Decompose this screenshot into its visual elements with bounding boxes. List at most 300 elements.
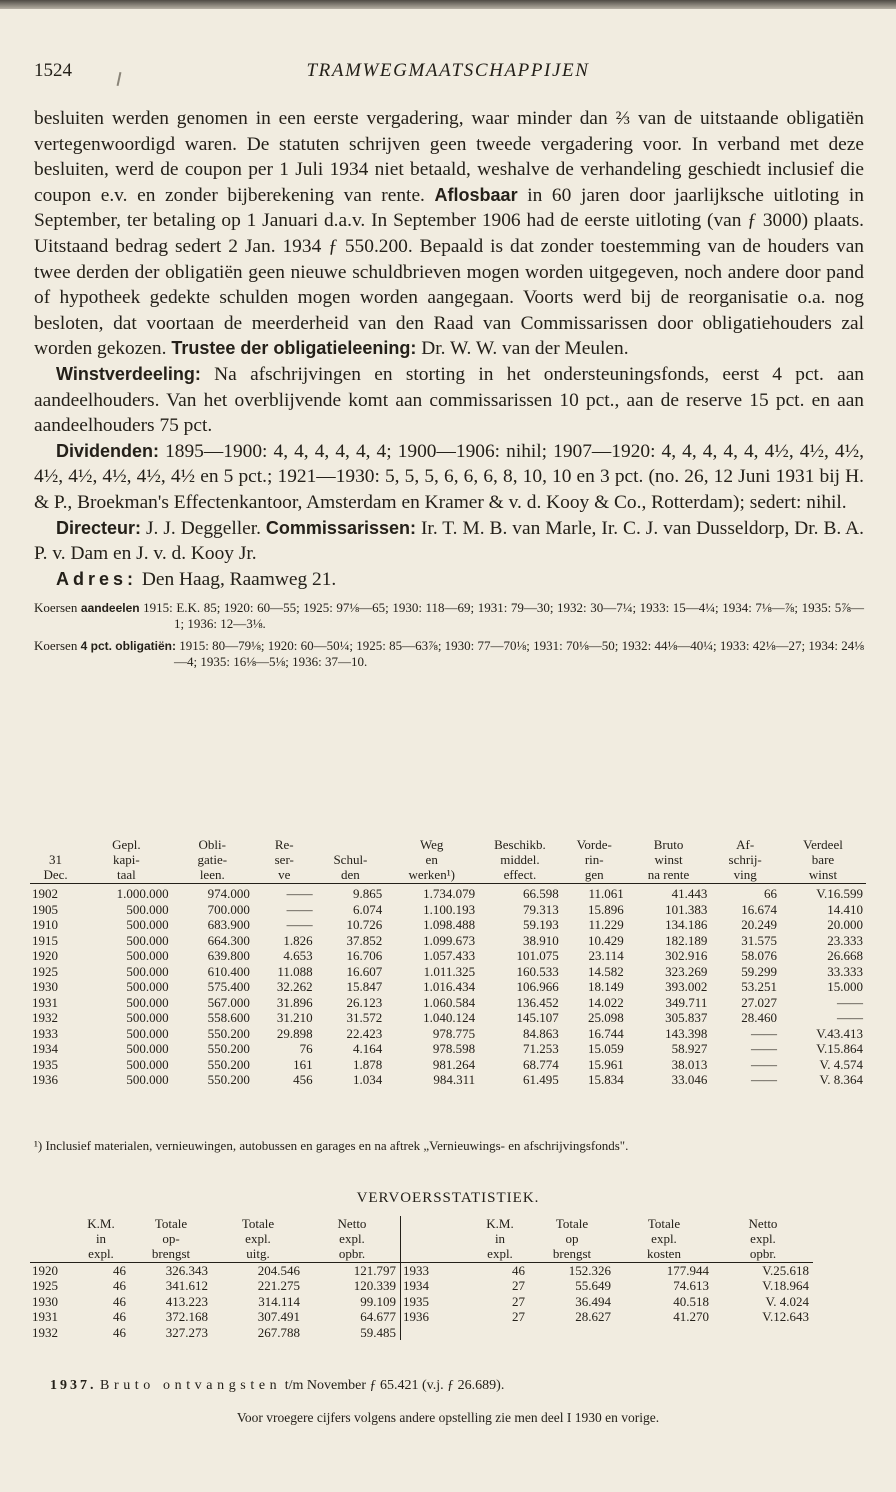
table-cell: 6.074 <box>353 901 383 917</box>
table-row <box>30 933 866 949</box>
table-cell: 1.060.584 <box>423 994 476 1010</box>
table-cell: 1915 <box>32 932 58 948</box>
table-cell <box>401 1325 472 1340</box>
table-cell: 550.200 <box>207 1041 250 1057</box>
table-cell: 46 <box>113 1309 126 1325</box>
header-row <box>30 868 866 884</box>
column-header: Totale <box>241 1216 275 1231</box>
table-row <box>30 1263 813 1279</box>
header-row <box>30 853 866 868</box>
column-header: kosten <box>615 1246 713 1263</box>
table-cell: 1.734.079 <box>423 886 476 902</box>
final-note: Voor vroegere cijfers volgens andere opstelling zie men deel I 1930 en vorige. <box>236 1410 660 1425</box>
header-row <box>30 1216 813 1231</box>
column-header: leen. <box>172 868 253 884</box>
table-cell: 500.000 <box>126 917 169 933</box>
column-header: K.M. <box>87 1216 115 1231</box>
table-cell: 393.002 <box>665 979 708 995</box>
table-cell: 31.572 <box>346 1010 383 1026</box>
column-header: na rente <box>627 868 711 884</box>
table-cell: 11.229 <box>588 917 624 933</box>
table-cell: 161 <box>293 1056 313 1072</box>
table-cell: 1905 <box>32 901 58 917</box>
table-cell: 9.865 <box>353 886 383 902</box>
paragraph-adres: Adres: Den Haag, Raamweg 21. <box>56 568 337 590</box>
table-cell: 500.000 <box>126 932 169 948</box>
table-cell: —— <box>837 994 863 1010</box>
table-cell: 101.075 <box>516 948 559 964</box>
table-row <box>30 1057 866 1073</box>
table-cell: 177.944 <box>666 1263 709 1278</box>
table-cell: 41.443 <box>671 886 708 902</box>
table-row <box>30 948 866 964</box>
table-cell: 68.774 <box>522 1056 559 1072</box>
table-cell: V.12.643 <box>762 1309 809 1325</box>
table-cell: 31.896 <box>276 994 313 1010</box>
table-cell: 61.495 <box>522 1072 559 1088</box>
column-header: in <box>494 1231 506 1246</box>
table-cell: 15.847 <box>346 979 383 995</box>
table-cell: 15.896 <box>587 901 624 917</box>
table-cell: 53.251 <box>741 979 777 995</box>
table-cell: 31.575 <box>741 932 777 948</box>
table-cell: 46 <box>113 1263 126 1278</box>
header-row <box>30 1246 813 1263</box>
table-cell: 639.800 <box>207 948 250 964</box>
table-cell: 314.114 <box>258 1293 300 1309</box>
table-cell: 27.027 <box>741 994 777 1010</box>
column-header: kapi- <box>113 851 140 867</box>
table-cell: 1902 <box>32 886 58 902</box>
key-winstverdeeling: Winstverdeeling: <box>56 363 201 384</box>
key-directeur: Directeur: <box>56 517 142 538</box>
table-cell: 27 <box>512 1309 525 1325</box>
table-cell: 28.627 <box>575 1309 611 1325</box>
table-cell <box>615 1325 713 1340</box>
koersen-block <box>34 600 864 670</box>
column-header: brengst <box>529 1246 615 1263</box>
column-header: opbr. <box>713 1246 813 1263</box>
table-cell: 38.910 <box>522 932 559 948</box>
column-header: ving <box>710 868 780 884</box>
table-cell: 136.452 <box>516 994 559 1010</box>
table-cell: 37.852 <box>346 932 383 948</box>
column-header: Totale <box>647 1216 681 1231</box>
column-header: expl. <box>245 1231 271 1246</box>
table-cell: 1931 <box>32 994 58 1010</box>
table-cell: 29.898 <box>276 1025 313 1041</box>
table-cell: 143.398 <box>665 1025 708 1041</box>
table-cell: 46 <box>113 1293 126 1309</box>
table-cell: 84.863 <box>522 1025 559 1041</box>
table-row <box>30 995 866 1011</box>
table-cell: 372.168 <box>165 1309 208 1325</box>
table-cell: 11.088 <box>277 963 313 979</box>
column-header: ve <box>253 868 316 884</box>
table-cell: 46 <box>113 1278 126 1294</box>
table-cell: 413.223 <box>165 1293 208 1309</box>
header-row <box>30 838 866 853</box>
table-cell: 1.878 <box>353 1056 383 1072</box>
table-cell: V.25.618 <box>762 1263 809 1278</box>
table-cell: 58.927 <box>671 1041 708 1057</box>
table-cell: 59.193 <box>522 917 559 933</box>
table-cell: 22.423 <box>346 1025 383 1041</box>
table-cell: V. 8.364 <box>819 1072 863 1088</box>
table-cell: —— <box>750 1056 777 1072</box>
table-cell: 683.900 <box>207 917 250 933</box>
table-cell: 456 <box>293 1072 313 1088</box>
table-cell: —— <box>837 1010 863 1026</box>
table-cell: 36.494 <box>575 1293 611 1309</box>
table-cell: 46 <box>512 1263 525 1278</box>
column-header: K.M. <box>486 1216 514 1231</box>
table-cell: 326.343 <box>165 1263 208 1278</box>
page-header <box>34 60 862 88</box>
table-row <box>30 1010 866 1026</box>
table-cell: 20.000 <box>827 917 863 933</box>
table-cell: 500.000 <box>126 1025 169 1041</box>
table-cell: 1933 <box>32 1025 58 1041</box>
column-header: Obli- <box>198 837 226 852</box>
table-cell: 500.000 <box>126 963 169 979</box>
table-cell: 40.518 <box>673 1293 709 1309</box>
column-header: Netto <box>748 1216 778 1231</box>
table-cell: —— <box>286 917 313 933</box>
table-cell <box>713 1325 813 1340</box>
table-cell: 610.400 <box>207 963 250 979</box>
table-cell: 1934 <box>401 1278 472 1293</box>
table-cell: 101.383 <box>665 901 708 917</box>
note-1937: 1937. Bruto ontvangsten t/m November ƒ 65.421 (v.j. ƒ 26.689). <box>50 1378 505 1393</box>
column-header: ser- <box>274 851 294 867</box>
table-cell: 182.189 <box>665 932 708 948</box>
table-cell: 33.046 <box>671 1072 708 1088</box>
table-cell: 106.966 <box>516 979 559 995</box>
table-cell: 700.000 <box>207 901 250 917</box>
key-adres: Adres: <box>56 568 138 589</box>
table-row <box>30 1072 866 1088</box>
column-header: Weg <box>419 837 444 852</box>
column-header: Af- <box>736 837 755 852</box>
table-cell: 26.123 <box>346 994 383 1010</box>
table-cell: 120.339 <box>353 1278 396 1294</box>
column-header: expl. <box>471 1246 529 1263</box>
table-cell: —— <box>286 901 313 917</box>
table-cell: V.15.864 <box>816 1041 863 1057</box>
table-cell: 1930 <box>32 1293 58 1309</box>
table-cell: 11.061 <box>588 886 624 902</box>
table-cell: 4.164 <box>353 1041 383 1057</box>
table-cell: 66.598 <box>522 886 559 902</box>
footnote: ¹) Inclusief materialen, vernieuwingen, autobussen en garages en na aftrek „Vernieuwings- en afschrijvingsfonds". <box>34 1138 629 1153</box>
table-cell: 305.837 <box>665 1010 708 1026</box>
table-cell: 500.000 <box>126 1056 169 1072</box>
column-header: taal <box>81 868 172 884</box>
table-cell: 1.000.000 <box>116 886 169 902</box>
table-cell: 99.109 <box>360 1293 396 1309</box>
table-cell: 1936 <box>401 1309 472 1324</box>
table-cell: 16.607 <box>346 963 383 979</box>
table-cell: 32.262 <box>276 979 313 995</box>
table-cell: 1.098.488 <box>423 917 476 933</box>
column-header <box>30 1246 72 1263</box>
table-cell: 323.269 <box>665 963 708 979</box>
table-cell: 152.326 <box>568 1263 611 1278</box>
table-cell: 1.057.433 <box>423 948 476 964</box>
table-cell: 575.400 <box>207 979 250 995</box>
column-header: Totale <box>555 1216 589 1231</box>
table-cell: —— <box>286 886 313 902</box>
table-cell: 15.059 <box>587 1041 624 1057</box>
table-cell: 550.200 <box>207 1056 250 1072</box>
table-cell: 307.491 <box>257 1309 300 1325</box>
table-row <box>30 1294 813 1309</box>
table-cell: 59.299 <box>741 963 777 979</box>
table-cell: 981.264 <box>432 1056 476 1072</box>
table-cell: 984.311 <box>433 1072 476 1088</box>
table-cell: 1931 <box>32 1309 58 1325</box>
table-cell: 1925 <box>32 1278 58 1294</box>
table-cell: 1932 <box>32 1010 58 1026</box>
table-cell: 567.000 <box>207 994 250 1010</box>
table-cell: 15.000 <box>827 979 863 995</box>
table-cell: 33.333 <box>827 963 863 979</box>
column-header: uitg. <box>212 1246 304 1263</box>
column-header: Netto <box>337 1216 367 1231</box>
column-header: Bruto <box>653 837 684 852</box>
table-cell: 1925 <box>32 963 58 979</box>
column-header: gen <box>562 868 627 884</box>
column-header: brengst <box>130 1246 212 1263</box>
table-cell: 66 <box>763 886 777 902</box>
column-header: opbr. <box>304 1246 401 1263</box>
table-cell: 1.016.434 <box>423 979 476 995</box>
column-header: Beschikb. <box>494 837 546 852</box>
table-cell: 14.582 <box>587 963 624 979</box>
vervoer-title: VERVOERSSTATISTIEK. <box>356 1190 540 1206</box>
column-header: expl. <box>651 1231 677 1246</box>
paragraph-bestuur: Directeur: J. J. Deggeller. Commissarissen: Ir. T. M. B. van Marle, Ir. C. J. van Dusseldorp, Dr. B. A. P. v. Dam en J. v. d. Kooy Jr. <box>34 517 864 565</box>
table-row <box>30 884 866 902</box>
table-cell: 302.916 <box>665 948 708 964</box>
table-cell: V. 4.024 <box>765 1293 809 1309</box>
column-header: Gepl. <box>112 837 141 852</box>
table-cell: 978.598 <box>432 1041 476 1057</box>
table-cell: V.18.964 <box>762 1278 809 1294</box>
table-cell: V. 4.574 <box>819 1056 863 1072</box>
column-header <box>401 1216 472 1231</box>
table-cell: 25.098 <box>587 1010 624 1026</box>
table-cell <box>529 1325 615 1340</box>
table-row <box>30 1325 813 1340</box>
column-header <box>316 838 386 853</box>
table-cell: 38.013 <box>671 1056 708 1072</box>
table-cell: —— <box>750 1072 777 1088</box>
table-cell: 341.612 <box>165 1278 208 1294</box>
column-header: gatie- <box>197 851 228 867</box>
table-cell: 134.186 <box>665 917 708 933</box>
table-cell: —— <box>750 1025 777 1041</box>
table-cell: 4.653 <box>283 948 313 964</box>
table-cell: 1933 <box>401 1263 472 1279</box>
table-cell: 160.533 <box>516 963 559 979</box>
column-header: Vorde- <box>576 837 612 852</box>
table-cell: 1920 <box>32 1263 58 1278</box>
table-cell: 15.961 <box>587 1056 624 1072</box>
column-header: Schul- <box>333 851 368 867</box>
table-cell: 26.668 <box>827 948 863 964</box>
table-cell: 46 <box>113 1324 126 1340</box>
column-header <box>401 1246 472 1263</box>
table-cell: 20.249 <box>741 917 777 933</box>
column-header: Re- <box>274 837 294 852</box>
column-header: expl. <box>750 1231 776 1246</box>
table-cell: 327.273 <box>165 1324 208 1340</box>
column-header: Totale <box>154 1216 188 1231</box>
column-header: den <box>316 868 386 884</box>
table-cell: —— <box>750 1041 777 1057</box>
financial-table <box>30 838 866 1088</box>
column-header: expl. <box>72 1246 130 1263</box>
table-cell: 121.797 <box>353 1263 396 1278</box>
table-row <box>30 1041 866 1057</box>
table-cell: 15.834 <box>587 1072 624 1088</box>
key-commissarissen: Commissarissen: <box>265 517 416 538</box>
column-header <box>401 1231 472 1246</box>
table-cell: 16.706 <box>346 948 383 964</box>
column-header: winst <box>654 851 683 867</box>
table-cell: 500.000 <box>126 901 169 917</box>
table-cell: 18.149 <box>587 979 624 995</box>
column-header: op- <box>162 1231 180 1246</box>
table-cell: 500.000 <box>126 1041 169 1057</box>
table-cell: 1.034 <box>353 1072 383 1088</box>
column-header: bare <box>811 851 835 867</box>
table-cell: 79.313 <box>522 901 559 917</box>
table-cell: 145.107 <box>516 1010 559 1026</box>
table-cell: 14.022 <box>587 994 624 1010</box>
table-cell: 64.677 <box>360 1309 396 1325</box>
koersen-obligaties: Koersen 4 pct. obligatiën: 1915: 80—79⅛; 1920: 60—50¼; 1925: 85—63⅞; 1930: 77—70⅛; 1931: 70⅛—50; 1932: 44⅛—40¼; 1933: 42⅛—27; 1934: 24⅛—4; 1935: 16⅛—5⅛; 1936: 37—10. <box>34 638 865 670</box>
header-row <box>30 1231 813 1246</box>
column-header: winst <box>780 868 866 884</box>
column-header <box>30 1231 72 1246</box>
table-cell: 74.613 <box>673 1278 709 1294</box>
table-cell: 204.546 <box>257 1263 300 1278</box>
table-cell: 978.775 <box>432 1025 476 1041</box>
column-header: rin- <box>584 851 604 867</box>
vervoer-table <box>30 1216 813 1340</box>
table-cell: 1910 <box>32 917 58 933</box>
column-header: 31 <box>49 851 63 867</box>
key-aflosbaar: Aflosbaar <box>434 184 518 205</box>
paragraph-obligaties: besluiten werden genomen in een eerste vergadering, waar minder dan ⅔ van de uitstaande obligatiën vertegenwoordigd waren. De statuten schrijven geen tweede vergadering voor. In verband met deze besluiten, werd de coupon per 1 Juli 1934 niet betaald, weshalve de verhandeling geschiedt inclusief die coupon e.v. en zonder bijberekening van rente. Aflosbaar in 60 jaren door jaarlijksche uitloting in September, ter betaling op 1 Januari d.a.v. In September 1906 had de eerste uitloting (van ƒ 3000) plaats. Uitstaand bedrag sedert 2 Jan. 1934 ƒ 550.200. Bepaald is dat zonder toestemming van de houders van twee derden der obligatiën geen nieuwe schuldbrieven mogen worden uitgegeven, noch andere door pand of hypotheek gedekte schulden mogen worden aangegaan. Voorts werd bij de reorganisatie o.a. nog besloten, dat voortaan de meerderheid van den Raad van Commissarissen door obligatiehouders zal worden gekozen. Trustee der obligatieleening: Dr. W. W. van der Meulen. <box>34 108 864 360</box>
column-header: op <box>565 1231 579 1246</box>
scan-top-edge <box>0 0 896 9</box>
table-cell: 550.200 <box>207 1025 250 1041</box>
table-cell: 664.300 <box>207 932 250 948</box>
table-row <box>30 979 866 995</box>
table-cell: 10.726 <box>346 917 383 933</box>
column-header: Verdeel <box>803 837 843 852</box>
table-cell: 23.114 <box>588 948 624 964</box>
key-trustee: Trustee der obligatieleening: <box>171 338 417 359</box>
table-cell: 1.040.124 <box>423 1010 476 1026</box>
table-cell: 59.485 <box>360 1324 396 1340</box>
table-row <box>30 1309 813 1324</box>
table-cell: 1932 <box>32 1324 58 1340</box>
column-header: schrij- <box>728 851 762 867</box>
table-cell: 58.076 <box>741 948 777 964</box>
table-cell: 1934 <box>32 1041 58 1057</box>
column-header: Dec. <box>30 868 81 884</box>
column-header <box>30 1216 72 1231</box>
koersen-aandeelen: Koersen aandeelen 1915: E.K. 85; 1920: 60—55; 1925: 97⅛—65; 1930: 118—69; 1931: 79—30; 1932: 30—7¼; 1933: 15—4¼; 1934: 7⅛—⅞; 1935: 5⅞—1; 1936: 12—3⅛. <box>34 600 865 632</box>
table-cell: 1930 <box>32 979 58 995</box>
column-header: effect. <box>478 868 562 884</box>
table-cell: 349.711 <box>665 994 708 1010</box>
table-row <box>30 902 866 918</box>
table-cell: 14.410 <box>827 901 863 917</box>
table-cell: 558.600 <box>207 1010 250 1026</box>
column-header: in <box>95 1231 107 1246</box>
table-cell: 23.333 <box>827 932 863 948</box>
paragraph-dividenden: Dividenden: 1895—1900: 4, 4, 4, 4, 4, 4; 1900—1906: nihil; 1907—1920: 4, 4, 4, 4, 4, 4½, 4½, 4½, 4½, 4½, 4½, 4½, 4½ en 5 pct.; 1921—1930: 5, 5, 5, 6, 6, 6, 8, 10, 10 en 3 pct. (no. 26, 12 Juni 1931 bij H. & P., Broekman's Effectenkantoor, Amsterdam en Kramer & v. d. Kooy & Co., Rotterdam); sedert: nihil. <box>34 440 864 513</box>
column-header: middel. <box>500 851 540 867</box>
table-cell: 500.000 <box>126 994 169 1010</box>
table-cell: V.16.599 <box>816 886 863 902</box>
table-cell: 1936 <box>32 1072 58 1088</box>
table-cell: 1935 <box>401 1294 472 1309</box>
table-cell: 550.200 <box>207 1072 250 1088</box>
table-cell: 500.000 <box>126 948 169 964</box>
table-cell <box>471 1325 529 1340</box>
article-body <box>34 106 864 676</box>
table-row <box>30 917 866 933</box>
table-cell: 1920 <box>32 948 58 964</box>
table-cell: 16.744 <box>587 1025 624 1041</box>
column-header: en <box>425 851 438 867</box>
table-cell: 974.000 <box>207 886 250 902</box>
table-cell: 500.000 <box>126 979 169 995</box>
table-cell: 27 <box>512 1278 525 1294</box>
table-row <box>30 964 866 980</box>
table-cell: 27 <box>512 1293 525 1309</box>
page-number: 1524 <box>34 60 72 81</box>
table-cell: 1.099.673 <box>423 932 476 948</box>
table-cell: 1935 <box>32 1056 58 1072</box>
table-cell: 28.460 <box>741 1010 777 1026</box>
table-cell: 55.649 <box>575 1278 611 1294</box>
column-header <box>30 838 81 853</box>
table-cell: 1.011.325 <box>423 963 476 979</box>
table-cell: 76 <box>299 1041 313 1057</box>
table-cell: 16.674 <box>741 901 777 917</box>
paragraph-winstverdeeling: Winstverdeeling: Na afschrijvingen en storting in het ondersteuningsfonds, eerst 4 pct. aan aandeelhouders. Van het overblijvende komt aan commissarissen 10 pct., aan de reserve 15 pct. en aan aandeelhouders 75 pct. <box>34 363 864 437</box>
column-header: werken¹) <box>385 868 478 884</box>
column-header: expl. <box>339 1231 365 1246</box>
table-cell: 267.788 <box>257 1324 300 1340</box>
table-cell: 10.429 <box>587 932 624 948</box>
table-cell: 221.275 <box>257 1278 300 1294</box>
key-dividenden: Dividenden: <box>56 440 160 461</box>
table-cell: 41.270 <box>673 1309 709 1325</box>
table-row <box>30 1026 866 1042</box>
table-cell: 71.253 <box>522 1041 559 1057</box>
table-cell: V.43.413 <box>816 1025 863 1041</box>
table-cell: 500.000 <box>126 1072 169 1088</box>
